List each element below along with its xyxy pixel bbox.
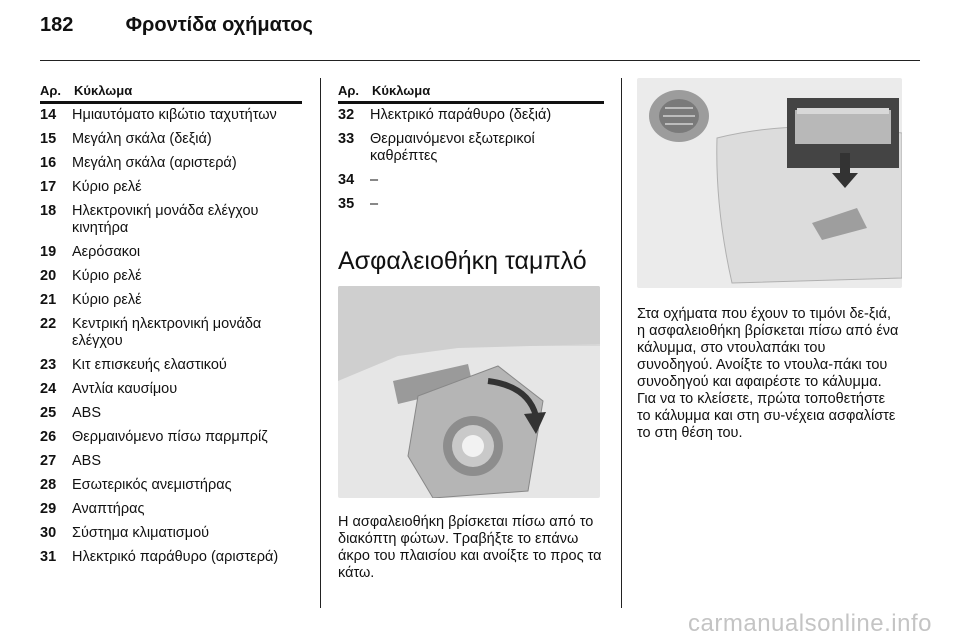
column-divider-1 <box>320 78 321 608</box>
circuit-name: Θερμαινόμενοι εξωτερικοί καθρέπτες <box>370 131 535 164</box>
table-row <box>40 176 302 200</box>
fuse-number: 30 <box>40 525 57 541</box>
fuse-number: 35 <box>338 196 355 212</box>
right-column <box>637 78 902 442</box>
fuse-number: 33 <box>338 131 355 147</box>
circuit-name: Ημιαυτόματο κιβώτιο ταχυτήτων <box>72 107 277 123</box>
circuit-name: Αναπτήρας <box>72 501 145 517</box>
circuit-name: Ηλεκτρονική μονάδα ελέγχου κινητήρα <box>72 203 259 236</box>
fuse-number: 34 <box>338 172 355 188</box>
fuse-number: 20 <box>40 268 57 284</box>
circuit-name: – <box>370 196 379 212</box>
fuse-number: 32 <box>338 107 355 123</box>
fuse-number: 25 <box>40 405 57 421</box>
circuit-name: Μεγάλη σκάλα (δεξιά) <box>72 131 212 147</box>
fuse-number: 24 <box>40 381 57 397</box>
fuse-number: 23 <box>40 357 57 373</box>
fuse-box-photo <box>338 286 600 498</box>
circuit-name: Κύριο ρελέ <box>72 292 142 308</box>
circuit-name: Ηλεκτρικό παράθυρο (αριστερά) <box>72 549 279 565</box>
table-row <box>40 450 302 474</box>
fuse-number: 26 <box>40 429 57 445</box>
table-row <box>338 193 604 217</box>
circuit-name: ABS <box>72 405 102 421</box>
table-row <box>40 426 302 450</box>
circuit-name: Κεντρική ηλεκτρονική μονάδα ελέγχου <box>72 316 262 349</box>
circuit-name: Αερόσακοι <box>72 244 141 260</box>
header-number: Αρ. <box>40 83 62 98</box>
fuse-number: 31 <box>40 549 57 565</box>
circuit-name: Κύριο ρελέ <box>72 179 142 195</box>
table-row <box>40 265 302 289</box>
table-row <box>338 169 604 193</box>
table-row <box>40 474 302 498</box>
circuit-name: Εσωτερικός ανεμιστήρας <box>72 477 232 493</box>
fuse-number: 19 <box>40 244 57 260</box>
watermark: carmanualsonline.info <box>688 610 932 637</box>
circuit-name: Θερμαινόμενο πίσω παρμπρίζ <box>72 429 268 445</box>
header-circuit: Κύκλωμα <box>372 83 431 98</box>
page-title: Φροντίδα οχήματος <box>125 14 313 36</box>
circuit-name: – <box>370 172 379 188</box>
header-rule <box>40 60 920 61</box>
table-row <box>40 241 302 265</box>
table-row <box>40 313 302 354</box>
circuit-name: Κύριο ρελέ <box>72 268 142 284</box>
table-row <box>40 402 302 426</box>
fuse-number: 28 <box>40 477 57 493</box>
table-row <box>40 128 302 152</box>
fuse-table-2 <box>338 83 604 582</box>
circuit-name: Ηλεκτρικό παράθυρο (δεξιά) <box>370 107 552 123</box>
table-row <box>40 289 302 313</box>
table-row <box>40 546 302 570</box>
circuit-name: Κιτ επισκευής ελαστικού <box>72 357 227 373</box>
glovebox-illustration <box>637 78 902 288</box>
fuse-number: 27 <box>40 453 57 469</box>
table-row <box>40 378 302 402</box>
dashboard-fuse-illustration <box>338 286 600 498</box>
page-number: 182 <box>40 14 74 36</box>
fuse-table-2-header <box>338 83 604 104</box>
fuse-table-1-header <box>40 83 302 104</box>
header-circuit: Κύκλωμα <box>74 83 133 98</box>
header-number: Αρ. <box>338 83 360 98</box>
table-row <box>40 152 302 176</box>
caption-glovebox-fuse-box: Στα οχήματα που έχουν το τιμόνι δε-ξιά, η ασφαλειοθήκη βρίσκεται πίσω από ένα κάλυμμα, στο ντουλαπάκι του συνοδηγού. Ανοίξτε το ντουλα-πάκι του συνοδηγού και αφαιρέστε το κάλυμμα. Για να το κλείσετε, πρώτα τοποθετήστε το κάλυμμα και στη συ-νέχεια ασφαλίστε το στη θέση του. <box>637 306 899 441</box>
table-row <box>40 104 302 128</box>
glovebox-photo <box>637 78 902 288</box>
fuse-number: 29 <box>40 501 57 517</box>
fuse-number: 17 <box>40 179 57 195</box>
table-row <box>40 498 302 522</box>
circuit-name: Μεγάλη σκάλα (αριστερά) <box>72 155 237 171</box>
table-row <box>40 200 302 241</box>
page-header <box>40 14 313 37</box>
circuit-name: ABS <box>72 453 102 469</box>
fuse-number: 18 <box>40 203 57 219</box>
column-divider-2 <box>621 78 622 608</box>
table-row <box>40 522 302 546</box>
fuse-number: 21 <box>40 292 57 308</box>
fuse-number: 22 <box>40 316 57 332</box>
section-title: Ασφαλειοθήκη ταμπλό <box>338 247 587 275</box>
table-row <box>338 104 604 128</box>
circuit-name: Αντλία καυσίμου <box>72 381 178 397</box>
fuse-number: 15 <box>40 131 57 147</box>
fuse-number: 14 <box>40 107 57 123</box>
fuse-table-1 <box>40 83 302 570</box>
table-row <box>40 354 302 378</box>
fuse-number: 16 <box>40 155 57 171</box>
caption-fuse-box-location: Η ασφαλειοθήκη βρίσκεται πίσω από το διακόπτη φώτων. Τραβήξτε το επάνω άκρο του πλαισίου και ανοίξτε το προς τα κάτω. <box>338 514 602 581</box>
circuit-name: Σύστημα κλιματισμού <box>72 525 210 541</box>
table-row <box>338 128 604 169</box>
